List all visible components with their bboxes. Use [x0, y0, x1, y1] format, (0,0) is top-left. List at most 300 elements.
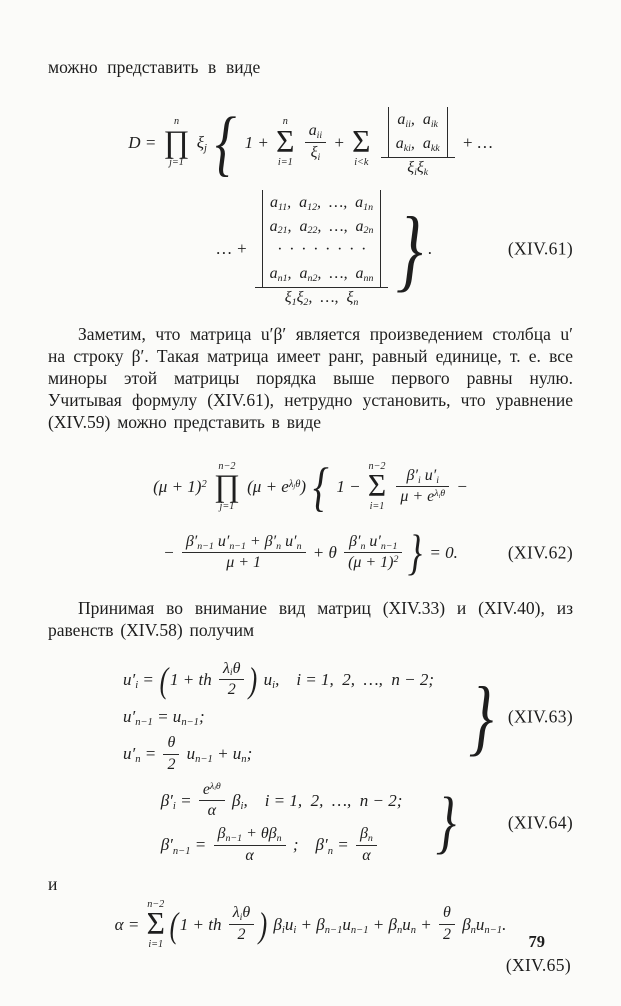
math-text: i: [417, 474, 421, 486]
math-text: k: [423, 166, 429, 178]
math-row: [443, 903, 451, 924]
math-text: α: [245, 846, 254, 864]
math-text: θ: [295, 478, 301, 490]
math-text: β: [359, 825, 368, 843]
math-text: n: [282, 116, 288, 128]
math-text: ki: [403, 142, 411, 154]
subscript: [297, 541, 302, 552]
fraction: [182, 532, 306, 575]
math-text: [360, 824, 373, 845]
math-text: 2: [237, 926, 246, 944]
operator-symbol: Σ: [367, 468, 387, 504]
equation-label-row: [48, 955, 573, 976]
math-text: nn: [363, 273, 374, 285]
math-text: 2: [167, 755, 176, 773]
equation-content: [163, 524, 458, 580]
math-row: [208, 801, 216, 822]
math-text: [332, 477, 365, 497]
equation-label: (XIV.65): [505, 954, 571, 975]
math-text: u: [475, 914, 485, 934]
math-text: =: [175, 790, 196, 810]
fraction: [199, 780, 225, 823]
math-text: + …: [457, 132, 493, 152]
fraction: [219, 659, 245, 702]
math-text: [269, 915, 436, 935]
math-text: n: [470, 924, 476, 936]
math-text: i: [414, 166, 417, 178]
math-text: n−1: [225, 833, 243, 845]
math-text: e: [202, 780, 210, 798]
math-text: 21: [277, 225, 288, 237]
equation-line: [161, 824, 380, 867]
subscript: [364, 225, 374, 236]
big-operator: [147, 899, 165, 951]
subscript: [173, 801, 176, 812]
subscript: [381, 541, 398, 552]
math-text: ;: [198, 707, 205, 727]
math-text: , i = 1, 2, …, n − 2;: [243, 790, 403, 810]
math-text: u′: [213, 532, 230, 550]
math-text: n−2: [218, 460, 236, 472]
fraction: [396, 466, 449, 509]
operator-lower-limit: [354, 157, 368, 169]
math-text: θ: [242, 904, 251, 922]
operator-symbol: Σ: [146, 906, 165, 942]
math-text: i: [436, 474, 439, 486]
subscript: [276, 541, 281, 552]
math-text: 1 + th: [179, 914, 226, 934]
big-operator: [276, 116, 294, 168]
subscript: [135, 754, 140, 765]
math-row: α = n−2 Σ i=1 ( 1 + th $\frac{\text{λiθ}}{2}$ ) βiui + βn−1un−1 + βnun + $\frac{\theta}{2}$ βnun−1.: [114, 898, 507, 951]
math-text: ξ: [407, 158, 415, 176]
subscript: [229, 541, 246, 552]
math-text: n: [173, 116, 180, 128]
math-text: θ: [167, 734, 176, 752]
fraction: [229, 903, 255, 946]
big-operator: [164, 116, 190, 168]
math-text: i: [172, 801, 176, 812]
equation-system: [123, 659, 434, 776]
math-text: , a: [287, 193, 308, 211]
math-text: u: [182, 744, 196, 764]
subscript: [195, 754, 213, 765]
math-text: β: [217, 825, 226, 843]
math-text: [208, 801, 216, 822]
subscript: [368, 833, 373, 844]
math-text: [425, 543, 458, 563]
math-row: [400, 487, 445, 508]
math-text: , …, a: [317, 217, 364, 235]
math-text: [309, 543, 342, 563]
math-text: θ: [215, 780, 221, 792]
subscript: [360, 541, 365, 552]
superscript: [289, 479, 301, 490]
math-text: β′: [349, 532, 361, 550]
math-text: i: [229, 667, 233, 679]
fraction: [305, 121, 326, 164]
subscript: [471, 925, 476, 936]
math-text: , i = 1, 2, …, n − 2;: [275, 669, 435, 689]
math-row: [349, 532, 397, 553]
math-text: j: [293, 483, 296, 491]
math-text: [228, 791, 403, 811]
math-text: [243, 477, 310, 497]
math-text: [458, 915, 506, 935]
math-text: n: [276, 833, 282, 845]
formula-xiv-62: [48, 451, 573, 583]
numerator: [439, 903, 455, 924]
subscript: [308, 273, 318, 284]
operator-symbol: ∏: [213, 468, 240, 504]
math-row: [443, 925, 451, 946]
math-text: [458, 133, 493, 153]
paragraph: Принимая во внимание вид матриц (XIV.33) и (XIV.40), из равенств (XIV.58) получим: [48, 597, 573, 640]
equation-label: (XIV.63): [507, 706, 573, 727]
math-row: u′i = ( 1 + th $\frac{\text{λiθ}}{2}$ ) ui, i = 1, 2, …, n − 2;: [122, 659, 435, 700]
math-text: u′: [122, 707, 136, 727]
subscript: [230, 667, 233, 678]
math-text: λ: [434, 488, 439, 500]
subscript: [241, 754, 246, 765]
operator-lower-limit: [220, 501, 235, 513]
denominator: [356, 845, 377, 867]
equation-line: [48, 895, 573, 955]
math-text: ): [300, 476, 311, 496]
math-row: [223, 659, 241, 680]
math-text: [170, 670, 216, 690]
operator-lower-limit: [370, 501, 385, 513]
math-row: … + a11, a12, …, a1n a21, a22, …, a2n · · · · · · · · an1, an2, …, ann ξ1ξ2, …, ξn } .: [217, 190, 433, 310]
math-text: 1 −: [332, 476, 365, 496]
math-text: [192, 133, 211, 153]
denominator: [255, 287, 389, 309]
math-text: 2: [227, 681, 236, 699]
math-text: [285, 288, 359, 309]
denominator: [182, 552, 306, 574]
math-text: u′: [122, 744, 136, 764]
math-text: 2: [201, 478, 207, 490]
math-text: [245, 846, 253, 867]
superscript: [394, 554, 399, 565]
fraction: [255, 190, 389, 310]
numerator: [163, 733, 179, 754]
math-text: [311, 143, 321, 164]
math-text: 22: [307, 225, 318, 237]
equation-content: [115, 899, 507, 951]
math-row: [407, 466, 439, 487]
math-row: [360, 824, 373, 845]
math-text: [407, 158, 428, 179]
determinant-row: [397, 108, 438, 132]
math-text: = 0.: [425, 542, 458, 562]
math-text: [123, 744, 160, 764]
subscript: [278, 225, 288, 236]
denominator: [163, 754, 179, 776]
math-text: u: [342, 914, 351, 934]
math-text: [207, 477, 211, 496]
math-text: μ + 1: [226, 554, 262, 572]
subscript: [436, 475, 439, 486]
math-text: [128, 133, 160, 153]
math-text: + β′: [245, 532, 277, 550]
math-row: [233, 903, 251, 924]
determinant: [388, 107, 448, 157]
formula-xiv-64: β′i = $\frac{e^{\lambda i\theta}}{\alpha}$ βi, i = 1, 2, …, n − 2; β′n−1 = $\frac{\text{βn−1 + θβn}}{\alpha}$ ; β′n = $\frac{\beta n}{\alpha}$ } (XIV.64): [48, 780, 573, 867]
superscript: [201, 479, 206, 490]
math-row: [123, 707, 205, 727]
subscript: [363, 202, 373, 213]
math-text: [217, 239, 252, 259]
math-text: θ: [232, 659, 241, 677]
math-text: j=1: [169, 157, 184, 168]
subscript: [424, 167, 428, 178]
math-text: [163, 543, 179, 563]
denominator: [219, 679, 245, 701]
operator-symbol: Σ: [352, 124, 371, 160]
subscript: [351, 925, 369, 936]
math-row: [226, 553, 261, 574]
determinant: [262, 190, 382, 288]
operator-symbol: Σ: [276, 124, 295, 160]
math-text: , a: [287, 217, 308, 235]
math-text: i: [239, 912, 243, 924]
math-text: + β: [368, 914, 397, 934]
denominator: [381, 157, 455, 179]
math-text: u: [402, 914, 411, 934]
math-text: 2: [393, 554, 399, 566]
denominator: [396, 486, 449, 508]
determinant-row: [270, 262, 374, 286]
math-text: u′: [122, 669, 136, 689]
subscript: [418, 475, 421, 486]
book-page: [0, 56, 621, 1006]
math-text: , a: [287, 265, 308, 283]
math-text: n−1: [172, 845, 191, 857]
math-text: [123, 670, 158, 690]
math-text: λ: [222, 659, 230, 677]
equation-label: (XIV.62): [507, 542, 573, 563]
math-text: λ: [288, 478, 294, 490]
math-row: [218, 824, 282, 845]
math-text: n−1: [181, 717, 199, 729]
math-text: 11: [278, 201, 288, 213]
math-text: i: [293, 924, 297, 936]
math-text: [240, 133, 273, 153]
math-text: [389, 477, 393, 497]
math-text: β′: [160, 835, 173, 855]
math-text: n2: [307, 273, 318, 285]
math-text: =: [190, 835, 211, 855]
denominator: [229, 924, 255, 946]
subscript: [364, 273, 374, 284]
math-row: [161, 824, 380, 867]
math-row: D = n ∏ j=1 ξj { 1 + n Σ i=1 $\frac{\text{aii}}{\xi i}$ + Σ i<k aii, aik aki, akk ξiξk + …: [128, 101, 493, 183]
math-text: i: [214, 785, 216, 792]
math-text: j: [203, 142, 207, 154]
math-text: [203, 780, 221, 801]
determinant-body: [270, 191, 374, 287]
math-text: μ + e: [400, 488, 435, 506]
math-text: [182, 744, 252, 764]
determinant-row: [278, 238, 366, 262]
numerator: [199, 780, 225, 801]
math-text: n1: [277, 273, 288, 285]
math-text: = u: [152, 707, 182, 727]
math-text: a: [308, 122, 317, 140]
math-row: [228, 680, 236, 701]
math-row: [238, 925, 246, 946]
math-text: +: [329, 132, 350, 152]
subscript: [317, 130, 323, 141]
math-text: + u: [212, 744, 242, 764]
math-row: [245, 846, 253, 867]
math-text: [207, 133, 211, 152]
math-text: + θβ: [242, 825, 277, 843]
math-text: [348, 553, 398, 574]
math-text: , …, a: [317, 265, 364, 283]
equation-label: (XIV.61): [507, 238, 573, 259]
numerator: [344, 532, 402, 553]
fraction: [381, 107, 455, 179]
equation-line: [48, 190, 573, 310]
big-operator: [352, 116, 370, 168]
math-text: λ: [209, 780, 215, 792]
operator-lower-limit: [278, 157, 293, 169]
math-text: [389, 477, 393, 496]
equation-line: [123, 703, 205, 731]
math-text: +: [415, 914, 436, 934]
math-row: [309, 121, 322, 142]
math-text: [161, 791, 196, 811]
math-text: [259, 670, 434, 690]
math-text: [400, 487, 445, 508]
math-text: [309, 121, 322, 142]
subscript: [325, 925, 343, 936]
fraction: [356, 824, 377, 867]
equation-content: [153, 456, 468, 517]
math-text: 12: [307, 201, 318, 213]
math-row: [285, 288, 359, 309]
equation-line: [123, 733, 252, 776]
numerator: [305, 121, 326, 142]
math-text: [373, 133, 377, 152]
determinant-row: [396, 132, 440, 156]
superscript: [434, 488, 445, 499]
math-text: i=1: [277, 157, 293, 168]
math-text: (μ + e: [242, 476, 289, 496]
math-text: n−1: [324, 924, 343, 936]
denominator: [439, 924, 455, 946]
math-text: ii: [405, 118, 411, 130]
math-text: 1: [291, 297, 297, 309]
math-text: i: [135, 679, 139, 691]
math-text: β′: [160, 790, 173, 810]
math-text: α: [362, 846, 371, 864]
subscript: [431, 143, 440, 154]
math-text: n: [360, 540, 366, 552]
math-row: [385, 107, 451, 157]
math-text: 2: [442, 926, 451, 944]
math-text: + β: [296, 914, 325, 934]
math-text: ξ: [192, 132, 204, 152]
operator-symbol: ∏: [163, 124, 190, 160]
math-text: (μ + 1): [153, 476, 202, 496]
math-text: n: [353, 297, 359, 309]
superscript: [210, 781, 221, 792]
fraction: [163, 733, 179, 776]
math-text: λ: [232, 904, 240, 922]
math-row: [311, 143, 321, 164]
math-text: β: [269, 914, 282, 934]
intro-line: можно представить в виде: [48, 57, 261, 77]
math-text: n: [241, 754, 247, 766]
subscript: [181, 717, 199, 728]
math-row: [407, 158, 428, 179]
math-text: [428, 239, 432, 259]
math-text: n−1: [229, 540, 246, 552]
math-text: · · · · · · · ·: [277, 241, 366, 259]
math-text: =: [140, 744, 161, 764]
math-text: n−2: [368, 460, 386, 472]
math-text: … +: [216, 239, 252, 259]
math-text: i=1: [148, 939, 164, 951]
math-text: u′: [420, 466, 437, 484]
formula-xiv-63: u′i = ( 1 + th $\frac{\text{λiθ}}{2}$ ) ui, i = 1, 2, …, n − 2; u′n−1 = un−1; u′n = $\frac{\theta}{2}$ un−1 + un; } (XIV.63): [48, 659, 573, 776]
numerator: [182, 532, 306, 553]
math-text: n: [276, 540, 282, 552]
math-row: [167, 755, 175, 776]
formula-xiv-61: [48, 96, 573, 310]
numerator: [381, 107, 455, 157]
math-text: [180, 915, 226, 935]
math-text: , …, a: [317, 193, 364, 211]
math-text: j=1: [219, 501, 235, 513]
math-text: [123, 707, 205, 727]
equation-line: [161, 780, 403, 823]
subscript: [240, 912, 243, 923]
subscript: [439, 494, 441, 500]
formula-xiv-65: [48, 895, 573, 976]
math-text: 1n: [363, 201, 374, 213]
math-text: [153, 477, 211, 497]
math-text: (μ + 1): [348, 554, 394, 572]
math-row: [168, 733, 176, 754]
subscript: [135, 680, 138, 691]
fraction: [214, 824, 286, 867]
big-operator: [214, 461, 240, 513]
numerator: [219, 659, 245, 680]
denominator: [305, 142, 326, 164]
math-row: [186, 532, 302, 553]
math-text: −: [163, 542, 179, 562]
determinant-row: [270, 215, 374, 239]
math-text: n−1: [350, 924, 369, 936]
subscript: [397, 925, 402, 936]
math-text: n−1: [195, 754, 213, 766]
denominator: [344, 552, 402, 574]
subscript: [317, 152, 320, 163]
math-text: i: [281, 924, 285, 936]
math-text: [223, 659, 241, 680]
math-text: D =: [128, 132, 161, 152]
subscript: [308, 225, 318, 236]
equation-label: (XIV.64): [507, 812, 573, 833]
math-text: n: [367, 833, 373, 845]
math-text: kk: [430, 142, 440, 154]
math-row: [161, 780, 403, 823]
subscript: [282, 925, 285, 936]
